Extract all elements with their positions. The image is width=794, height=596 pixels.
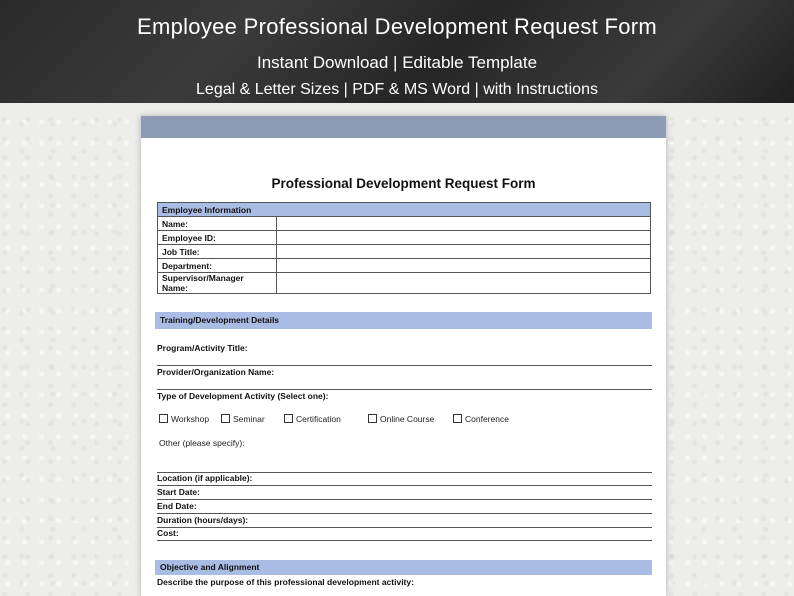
name-field[interactable] — [277, 217, 651, 231]
job-title-label: Job Title: — [158, 245, 277, 259]
other-specify-label: Other (please specify): — [159, 438, 245, 448]
duration-label: Duration (hours/days): — [157, 515, 249, 525]
location-field[interactable] — [157, 473, 652, 486]
checkbox-icon — [159, 414, 168, 423]
promo-banner — [0, 0, 794, 103]
department-label: Department: — [158, 259, 277, 273]
online-course-option-label: Online Course — [380, 414, 435, 424]
conference-option-label: Conference — [465, 414, 509, 424]
table-row — [158, 217, 651, 231]
seminar-checkbox[interactable] — [221, 414, 265, 424]
training-details-header: Training/Development Details — [155, 312, 652, 329]
employee-id-field[interactable] — [277, 231, 651, 245]
form-document — [141, 116, 666, 596]
program-title-label: Program/Activity Title: — [157, 343, 248, 353]
purpose-label: Describe the purpose of this professional development activity: — [157, 577, 414, 587]
banner-subtitle: Instant Download | Editable Template — [256, 53, 538, 72]
checkbox-icon — [453, 414, 462, 423]
end-date-label: End Date: — [157, 501, 197, 511]
table-row — [158, 231, 651, 245]
workshop-option-label: Workshop — [171, 414, 210, 424]
table-row — [158, 259, 651, 273]
checkbox-icon — [368, 414, 377, 423]
online-course-checkbox[interactable] — [368, 414, 434, 424]
name-label: Name: — [158, 217, 277, 231]
location-label: Location (if applicable): — [157, 473, 253, 483]
objective-header: Objective and Alignment — [155, 560, 652, 575]
cost-label: Cost: — [157, 528, 179, 538]
employee-info-table — [157, 202, 651, 294]
table-row — [158, 273, 651, 294]
certification-option-label: Certification — [296, 414, 341, 424]
end-date-field[interactable] — [157, 501, 652, 514]
supervisor-label: Supervisor/Manager Name: — [158, 273, 277, 294]
other-specify-field[interactable] — [157, 458, 652, 473]
employee-info-header: Employee Information — [158, 203, 651, 217]
employee-id-label: Employee ID: — [158, 231, 277, 245]
provider-field[interactable] — [157, 367, 652, 390]
table-row — [158, 245, 651, 259]
department-field[interactable] — [277, 259, 651, 273]
checkbox-icon — [284, 414, 293, 423]
form-title: Professional Development Request Form — [271, 176, 536, 191]
checkbox-icon — [221, 414, 230, 423]
job-title-field[interactable] — [277, 245, 651, 259]
supervisor-field[interactable] — [277, 273, 651, 294]
start-date-label: Start Date: — [157, 487, 200, 497]
conference-checkbox[interactable] — [453, 414, 509, 424]
provider-label: Provider/Organization Name: — [157, 367, 275, 377]
certification-checkbox[interactable] — [284, 414, 341, 424]
document-header-bar — [141, 116, 666, 138]
banner-title: Employee Professional Development Request Form — [136, 14, 658, 39]
seminar-option-label: Seminar — [233, 414, 265, 424]
banner-formats: Legal & Letter Sizes | PDF & MS Word | with Instructions — [196, 81, 598, 98]
activity-type-label: Type of Development Activity (Select one): — [157, 391, 329, 401]
program-title-field[interactable] — [157, 343, 652, 366]
start-date-field[interactable] — [157, 487, 652, 500]
duration-field[interactable] — [157, 515, 652, 528]
workshop-checkbox[interactable] — [159, 414, 209, 424]
cost-field[interactable] — [157, 528, 652, 541]
